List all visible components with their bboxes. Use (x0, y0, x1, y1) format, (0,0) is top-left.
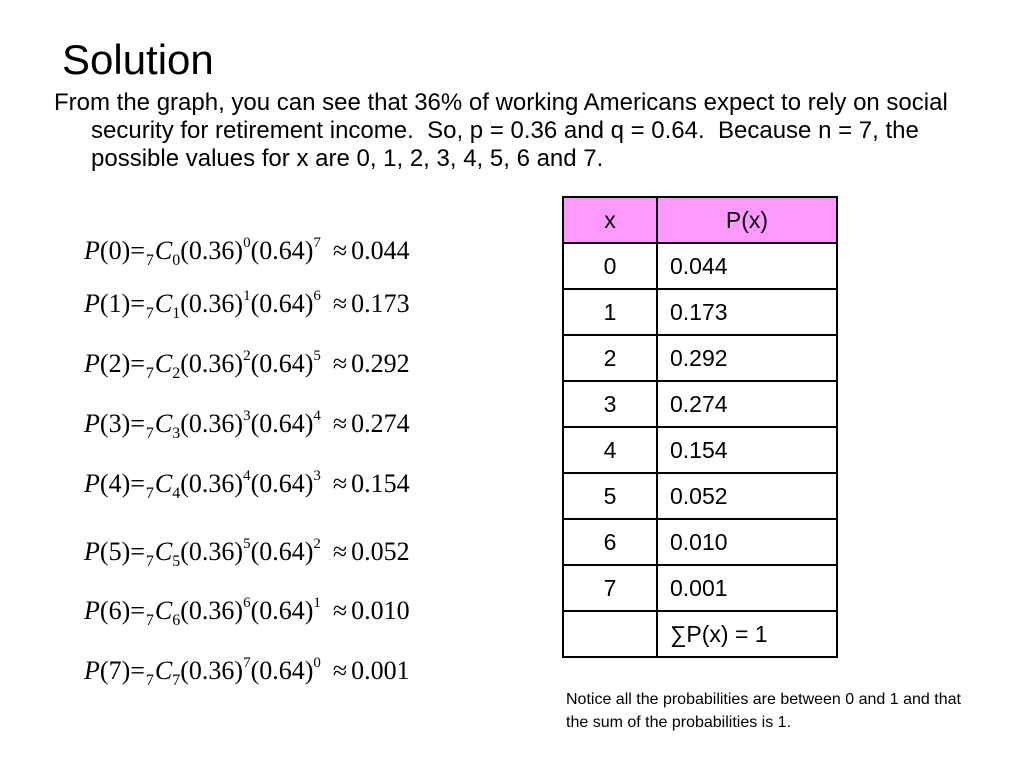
cell-px: 0.001 (657, 565, 837, 611)
eq-x: 2 (108, 349, 122, 378)
cell-x: 0 (563, 243, 657, 289)
table-row (563, 427, 837, 473)
eq-q: (0.64) (250, 596, 314, 625)
header-x: x (563, 197, 657, 243)
equation-row: $P(5)=_7C_5(0.36)^5(0.64)^2 \approx 0.052$ (84, 536, 410, 570)
eq-x: 3 (108, 409, 122, 438)
cell-px: 0.274 (657, 381, 837, 427)
eq-q-exp: 6 (313, 288, 321, 304)
eq-result: 0.292 (351, 349, 410, 378)
cell-px: 0.292 (657, 335, 837, 381)
eq-q: (0.64) (250, 289, 314, 318)
eq-q: (0.64) (250, 537, 314, 566)
cell-empty (563, 611, 657, 657)
table-row (563, 289, 837, 335)
cell-x: 6 (563, 519, 657, 565)
eq-q-exp: 4 (313, 408, 321, 424)
eq-q: (0.64) (250, 236, 314, 265)
cell-px: 0.010 (657, 519, 837, 565)
slide-title: Solution (62, 36, 214, 83)
eq-q-exp: 1 (313, 595, 321, 611)
eq-result: 0.154 (351, 469, 410, 498)
eq-k: 1 (172, 305, 181, 322)
eq-result: 0.173 (351, 289, 410, 318)
eq-n: 7 (145, 485, 154, 502)
eq-k: 7 (172, 672, 181, 689)
eq-p: (0.36) (180, 289, 244, 318)
eq-k: 5 (172, 553, 181, 570)
eq-n: 7 (145, 305, 154, 322)
table-row (563, 473, 837, 519)
eq-result: 0.274 (351, 409, 410, 438)
table-row (563, 565, 837, 611)
cell-px: 0.044 (657, 243, 837, 289)
eq-k: 2 (172, 365, 181, 382)
eq-n: 7 (145, 365, 154, 382)
eq-p-exp: 5 (243, 536, 251, 552)
eq-q-exp: 0 (313, 655, 321, 671)
cell-x: 7 (563, 565, 657, 611)
eq-p-exp: 7 (243, 655, 251, 671)
eq-x: 5 (108, 537, 122, 566)
eq-k: 4 (172, 485, 181, 502)
equation-row: $P(0)=_7C_0(0.36)^0(0.64)^7 \approx 0.044$ (84, 235, 410, 269)
eq-q: (0.64) (250, 469, 314, 498)
eq-x: 1 (108, 289, 122, 318)
eq-n: 7 (145, 672, 154, 689)
eq-result: 0.052 (351, 537, 410, 566)
eq-q-exp: 5 (313, 348, 321, 364)
eq-result: 0.010 (351, 596, 410, 625)
eq-k: 3 (172, 425, 181, 442)
eq-x: 0 (108, 236, 122, 265)
cell-x: 4 (563, 427, 657, 473)
table-row (563, 335, 837, 381)
table-row (563, 519, 837, 565)
eq-p: (0.36) (180, 537, 244, 566)
equation-row: $P(1)=_7C_1(0.36)^1(0.64)^6 \approx 0.173$ (84, 288, 410, 322)
eq-p: (0.36) (180, 409, 244, 438)
table-sum-row (563, 611, 837, 657)
eq-p: (0.36) (180, 596, 244, 625)
equation-row: $P(3)=_7C_3(0.36)^3(0.64)^4 \approx 0.274$ (84, 408, 410, 442)
eq-result: 0.001 (351, 656, 410, 685)
eq-n: 7 (145, 252, 154, 269)
eq-p-exp: 6 (243, 595, 251, 611)
note-text: Notice all the probabilities are between 0 and 1 and that the sum of the probabilities is 1. (566, 691, 961, 731)
sum-cell: ∑P(x) = 1 (657, 611, 837, 657)
equation-row: $P(4)=_7C_4(0.36)^4(0.64)^3 \approx 0.154$ (84, 468, 410, 502)
eq-k: 6 (172, 612, 181, 629)
eq-p-exp: 2 (243, 348, 251, 364)
eq-p: (0.36) (180, 469, 244, 498)
eq-n: 7 (145, 425, 154, 442)
cell-px: 0.154 (657, 427, 837, 473)
equation-row: $P(6)=_7C_6(0.36)^6(0.64)^1 \approx 0.010$ (84, 595, 410, 629)
eq-q-exp: 3 (313, 468, 321, 484)
equation-row: $P(2)=_7C_2(0.36)^2(0.64)^5 \approx 0.292$ (84, 348, 410, 382)
eq-p-exp: 3 (243, 408, 251, 424)
eq-q-exp: 2 (313, 536, 321, 552)
eq-x: 6 (108, 596, 122, 625)
table-row (563, 243, 837, 289)
eq-q-exp: 7 (313, 235, 321, 251)
cell-px: 0.052 (657, 473, 837, 519)
eq-p: (0.36) (180, 236, 244, 265)
equation-row: $P(7)=_7C_7(0.36)^7(0.64)^0 \approx 0.001$ (84, 655, 410, 689)
cell-px: 0.173 (657, 289, 837, 335)
header-px: P(x) (657, 197, 837, 243)
cell-x: 3 (563, 381, 657, 427)
eq-p: (0.36) (180, 349, 244, 378)
eq-n: 7 (145, 612, 154, 629)
cell-x: 1 (563, 289, 657, 335)
eq-p-exp: 1 (243, 288, 251, 304)
eq-x: 4 (108, 469, 122, 498)
eq-k: 0 (172, 252, 181, 269)
eq-q: (0.64) (250, 656, 314, 685)
eq-q: (0.64) (250, 409, 314, 438)
intro-paragraph: From the graph, you can see that 36% of working Americans expect to rely on social security for retirement income. So, p = 0.36 and q = 0.64. Because n = 7, the possible values for x are 0, 1, 2, 3, 4, 5, 6 and 7. (54, 89, 955, 172)
eq-result: 0.044 (351, 236, 410, 265)
eq-x: 7 (108, 656, 122, 685)
cell-x: 5 (563, 473, 657, 519)
cell-x: 2 (563, 335, 657, 381)
eq-p: (0.36) (180, 656, 244, 685)
table-row (563, 381, 837, 427)
eq-p-exp: 4 (243, 468, 251, 484)
eq-q: (0.64) (250, 349, 314, 378)
equation-list (84, 0, 524, 768)
eq-p-exp: 0 (243, 235, 251, 251)
table-header-row (563, 197, 837, 243)
probability-table (562, 196, 838, 658)
eq-n: 7 (145, 553, 154, 570)
